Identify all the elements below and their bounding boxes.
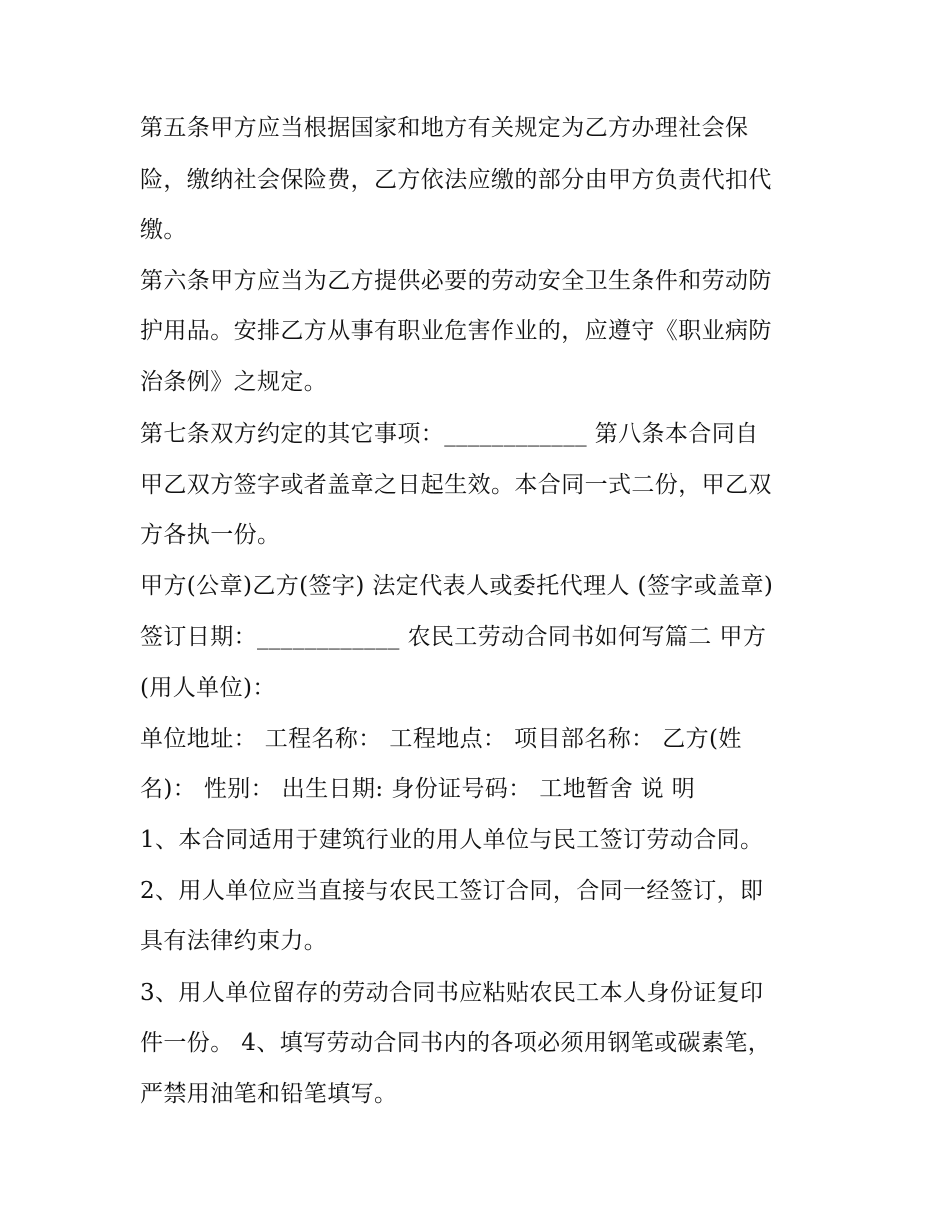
text-line: 第七条双方约定的其它事项：____________ 第八条本合同自	[140, 421, 759, 447]
text-line: 方各执一份。	[140, 522, 281, 548]
text-line: 险，缴纳社会保险费，乙方依法应缴的部分由甲方负责代扣代	[140, 167, 772, 193]
text-line: 严禁用油笔和铅笔填写。	[140, 1081, 398, 1107]
text-line: (用人单位)：	[140, 675, 276, 701]
text-line: 件一份。 4、填写劳动合同书内的各项必须用钢笔或碳素笔，	[140, 1030, 772, 1056]
text-line: 签订日期：____________ 农民工劳动合同书如何写篇二 甲方	[140, 624, 767, 650]
text-line: 甲方(公章)乙方(签字) 法定代表人或委托代理人 (签字或盖章)	[140, 573, 774, 599]
text-line: 名)： 性别： 出生日期: 身份证号码： 工地暂舍 说 明	[140, 776, 696, 802]
text-line: 单位地址： 工程名称： 工程地点： 项目部名称： 乙方(姓	[140, 726, 742, 752]
text-line: 2、用人单位应当直接与农民工签订合同，合同一经签订，即	[140, 878, 764, 904]
text-line: 治条例》之规定。	[140, 369, 328, 395]
text-line: 具有法律约束力。	[140, 928, 328, 954]
text-line: 护用品。安排乙方从事有职业危害作业的，应遵守《职业病防	[140, 318, 772, 344]
text-line: 1、本合同适用于建筑行业的用人单位与民工签订劳动合同。	[140, 827, 764, 853]
text-line: 3、用人单位留存的劳动合同书应粘贴农民工本人身份证复印	[140, 980, 764, 1006]
text-line: 缴。	[140, 217, 187, 243]
text-line: 第六条甲方应当为乙方提供必要的劳动安全卫生条件和劳动防	[140, 268, 772, 294]
text-line: 甲乙双方签字或者盖章之日起生效。本合同一式二份，甲乙双	[140, 472, 772, 498]
text-line: 第五条甲方应当根据国家和地方有关规定为乙方办理社会保	[140, 115, 749, 141]
